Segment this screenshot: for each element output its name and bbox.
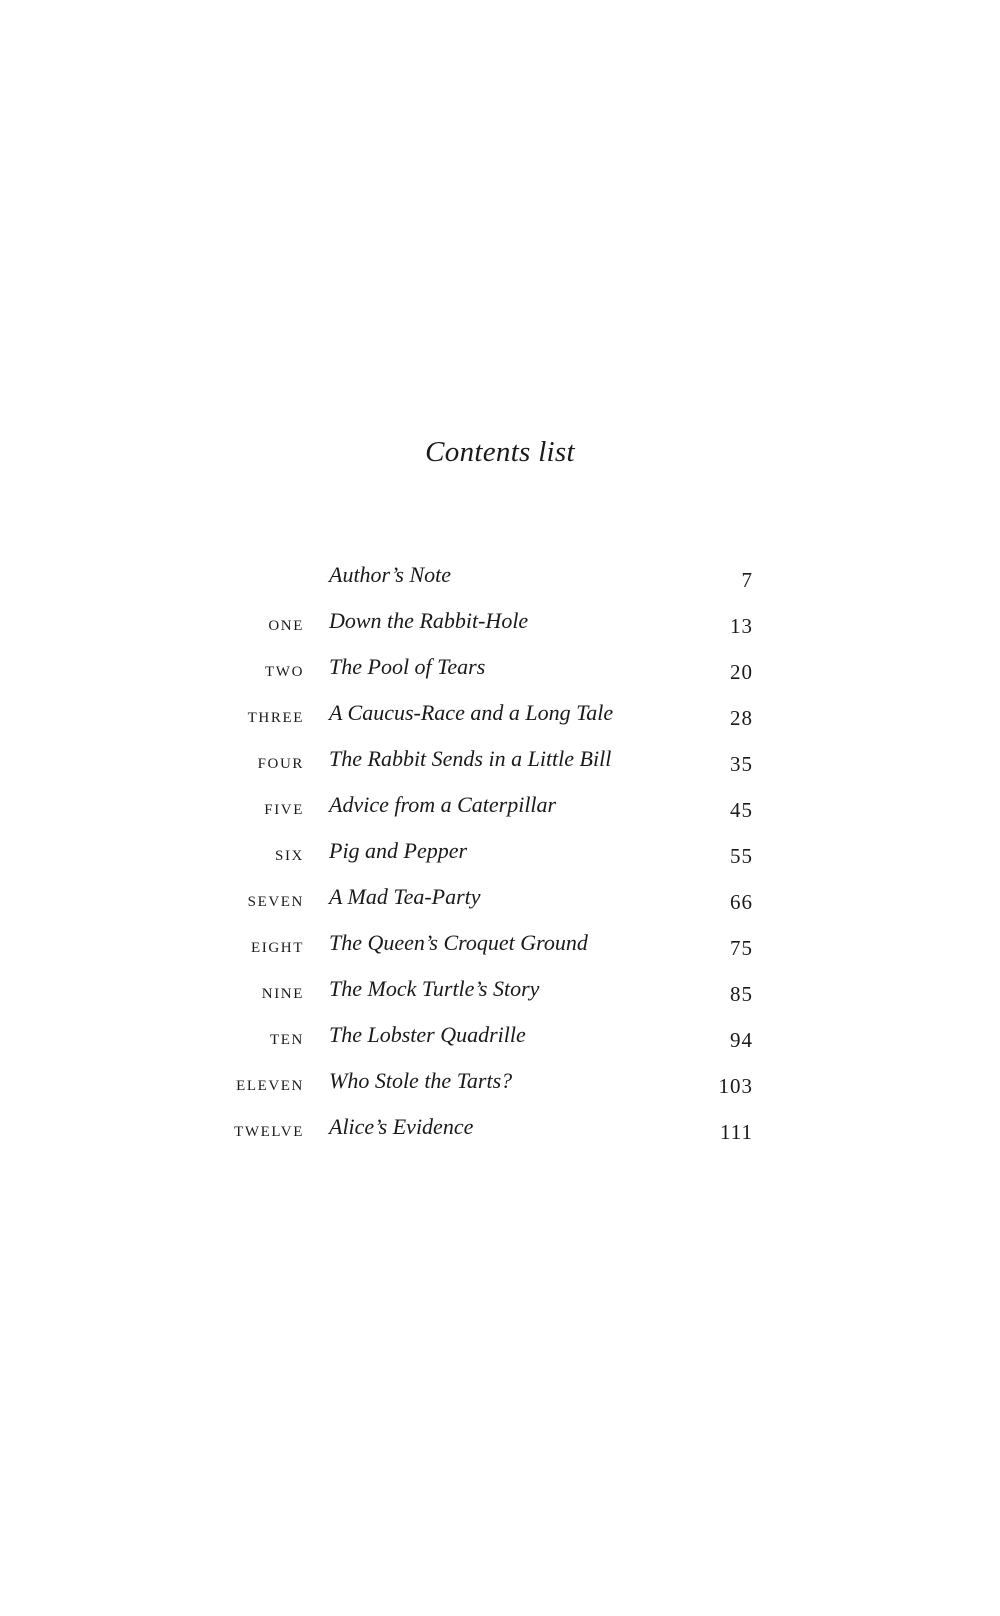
page-number: 13 <box>730 614 753 638</box>
toc-entry <box>0 700 1000 746</box>
chapter-title: The Pool of Tears <box>329 654 486 679</box>
chapter-title: The Queen’s Croquet Ground <box>329 930 588 955</box>
page-number: 94 <box>730 1028 753 1052</box>
page-number: 35 <box>730 752 753 776</box>
chapter-title: Down the Rabbit-Hole <box>329 608 529 633</box>
chapter-number: TWELVE <box>234 1124 304 1140</box>
toc-entry <box>0 930 1000 976</box>
toc-entry <box>0 608 1000 654</box>
chapter-title: A Caucus-Race and a Long Tale <box>329 700 614 725</box>
page-number: 66 <box>730 890 753 914</box>
chapter-number: ONE <box>268 618 304 634</box>
toc-entry <box>0 884 1000 930</box>
chapter-title: Pig and Pepper <box>329 838 468 863</box>
chapter-title: The Lobster Quadrille <box>329 1022 526 1047</box>
page-number: 28 <box>730 706 753 730</box>
chapter-number: FOUR <box>257 756 304 772</box>
page-number: 45 <box>730 798 753 822</box>
page-number: 7 <box>741 568 753 592</box>
toc-entry <box>0 746 1000 792</box>
page-number: 85 <box>730 982 753 1006</box>
page-number: 111 <box>720 1120 753 1144</box>
toc-entry <box>0 654 1000 700</box>
chapter-number: SEVEN <box>247 894 304 910</box>
chapter-title: A Mad Tea-Party <box>329 884 481 909</box>
toc-entry <box>0 838 1000 884</box>
chapter-title: Advice from a Caterpillar <box>329 792 557 817</box>
chapter-title: Author’s Note <box>329 562 452 587</box>
page-title: Contents list <box>425 436 575 468</box>
chapter-title: Alice’s Evidence <box>329 1114 474 1139</box>
toc-entry <box>0 1114 1000 1160</box>
chapter-number: EIGHT <box>251 940 304 956</box>
chapter-title: The Rabbit Sends in a Little Bill <box>329 746 612 771</box>
chapter-number: TEN <box>270 1032 304 1048</box>
chapter-number: THREE <box>247 710 304 726</box>
chapter-number: TWO <box>265 664 304 680</box>
chapter-title: The Mock Turtle’s Story <box>329 976 540 1001</box>
toc-entry <box>0 562 1000 608</box>
toc-entry <box>0 792 1000 838</box>
chapter-number: ELEVEN <box>236 1078 304 1094</box>
chapter-title: Who Stole the Tarts? <box>329 1068 513 1093</box>
chapter-number: SIX <box>275 848 304 864</box>
page-number: 55 <box>730 844 753 868</box>
chapter-number: FIVE <box>264 802 304 818</box>
chapter-number: NINE <box>261 986 304 1002</box>
toc-entry <box>0 1068 1000 1114</box>
page-number: 20 <box>730 660 753 684</box>
toc-entry <box>0 976 1000 1022</box>
page-number: 75 <box>730 936 753 960</box>
toc-entry <box>0 1022 1000 1068</box>
page-number: 103 <box>718 1074 753 1098</box>
